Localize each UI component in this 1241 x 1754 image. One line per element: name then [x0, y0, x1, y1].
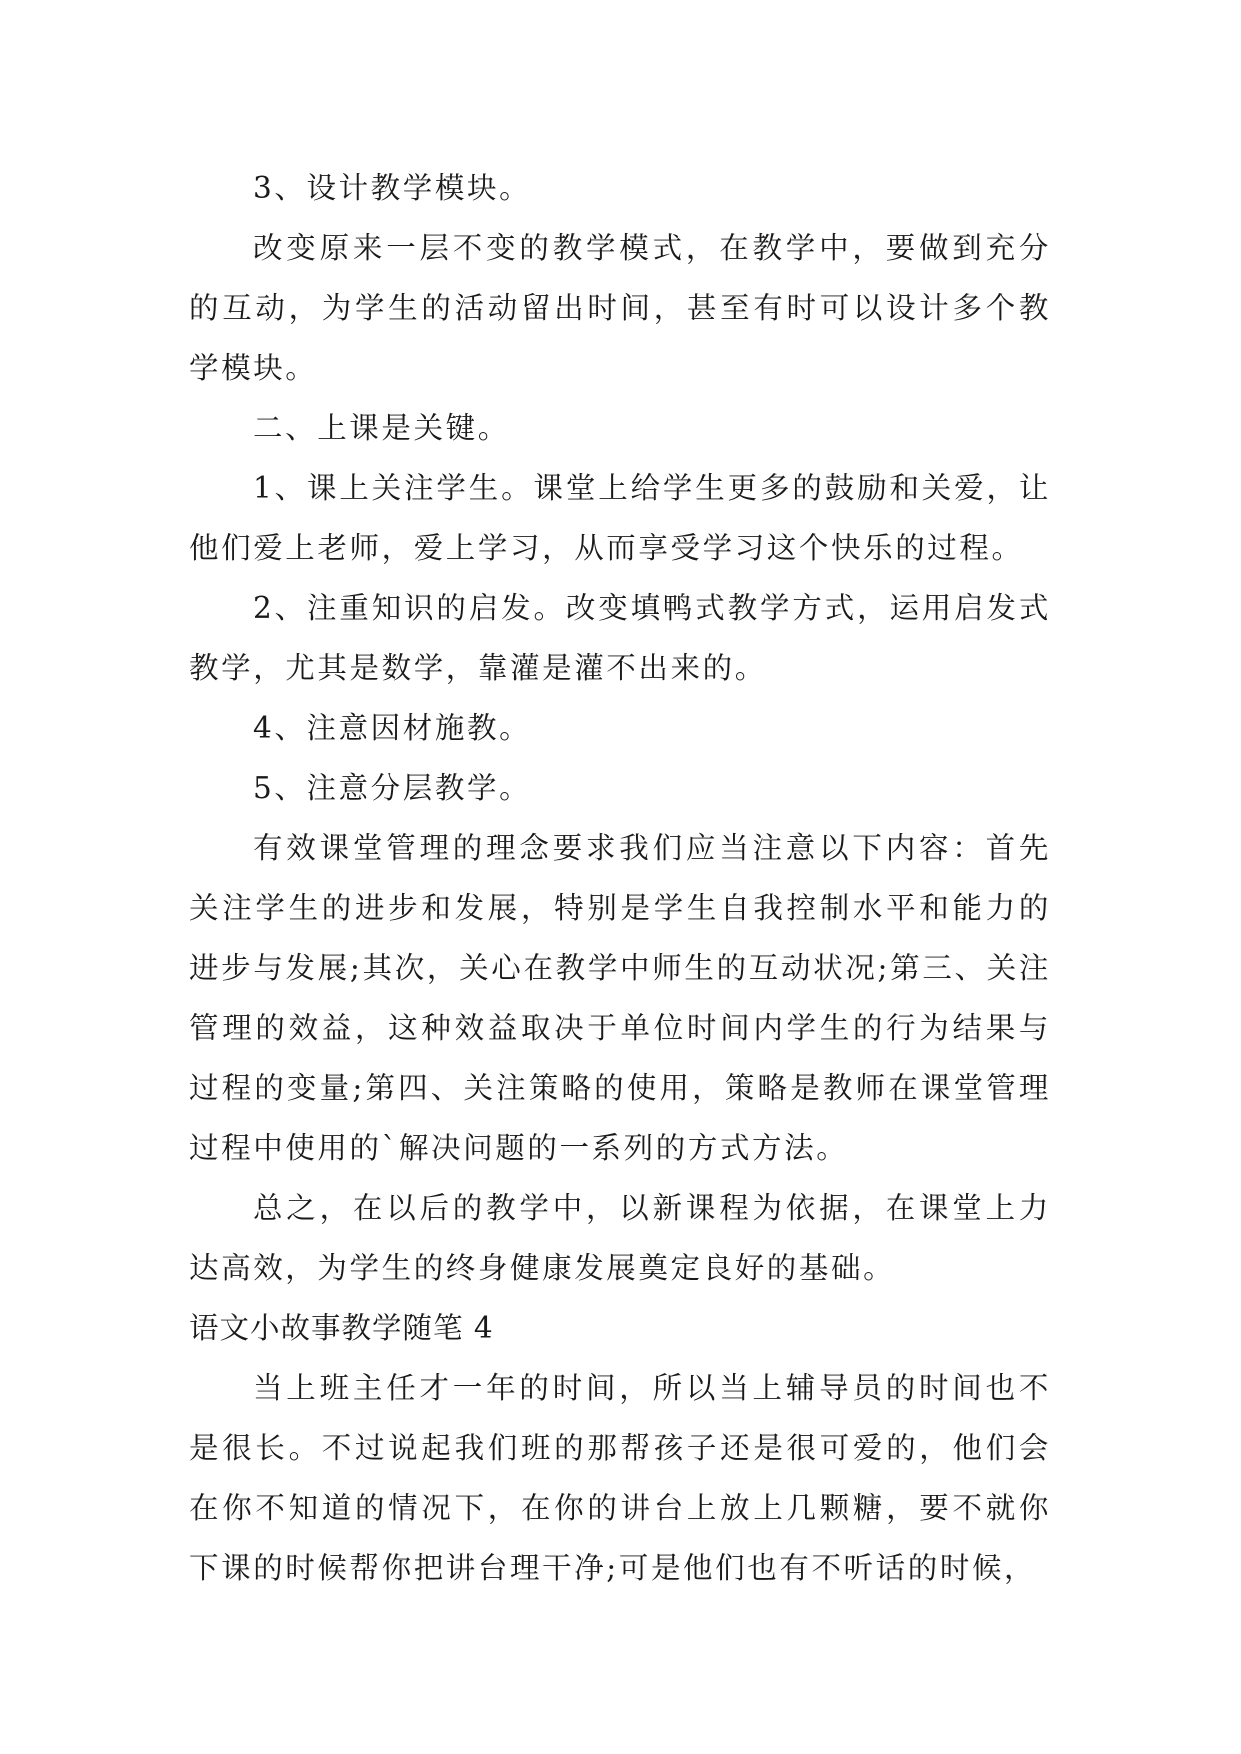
paragraph-focus-students: 1、课上关注学生。课堂上给学生更多的鼓励和关爱，让他们爱上老师，爱上学习，从而享受学习这个快乐的过程。 [189, 471, 1051, 565]
paragraph-change-mode: 改变原来一层不变的教学模式，在教学中，要做到充分的互动，为学生的活动留出时间，甚至有时可以设计多个教学模块。 [189, 231, 1051, 385]
paragraph-class-key: 二、上课是关键。 [253, 411, 510, 445]
paragraph-story-intro: 当上班主任才一年的时间，所以当上辅导员的时间也不是很长。不过说起我们班的那帮孩子还是很可爱的，他们会在你不知道的情况下，在你的讲台上放上几颗糖，要不就你下课的时候帮你把讲台理干净;可是他们也有不听话的时候， [189, 1371, 1051, 1585]
paragraph-inspiration: 2、注重知识的启发。改变填鸭式教学方式，运用启发式教学，尤其是数学，靠灌是灌不出来的。 [189, 591, 1051, 685]
paragraph-classroom-management: 有效课堂管理的理念要求我们应当注意以下内容：首先关注学生的进步和发展，特别是学生自我控制水平和能力的进步与发展;其次，关心在教学中师生的互动状况;第三、关注管理的效益，这种效益取决于单位时间内学生的行为结果与过程的变量;第四、关注策略的使用，策略是教师在课堂管理过程中使用的`解决问题的一系列的方式方法。 [189, 831, 1051, 1165]
paragraph-layered-teaching: 5、注意分层教学。 [253, 771, 532, 805]
paragraph-individual-teaching: 4、注意因材施教。 [253, 711, 532, 745]
paragraph-design-modules-heading: 3、设计教学模块。 [253, 171, 532, 205]
section-title: 语文小故事教学随笔 4 [189, 1311, 494, 1345]
paragraph-conclusion: 总之，在以后的教学中，以新课程为依据，在课堂上力达高效，为学生的终身健康发展奠定良好的基础。 [189, 1191, 1051, 1285]
document-body [189, 158, 1051, 1598]
